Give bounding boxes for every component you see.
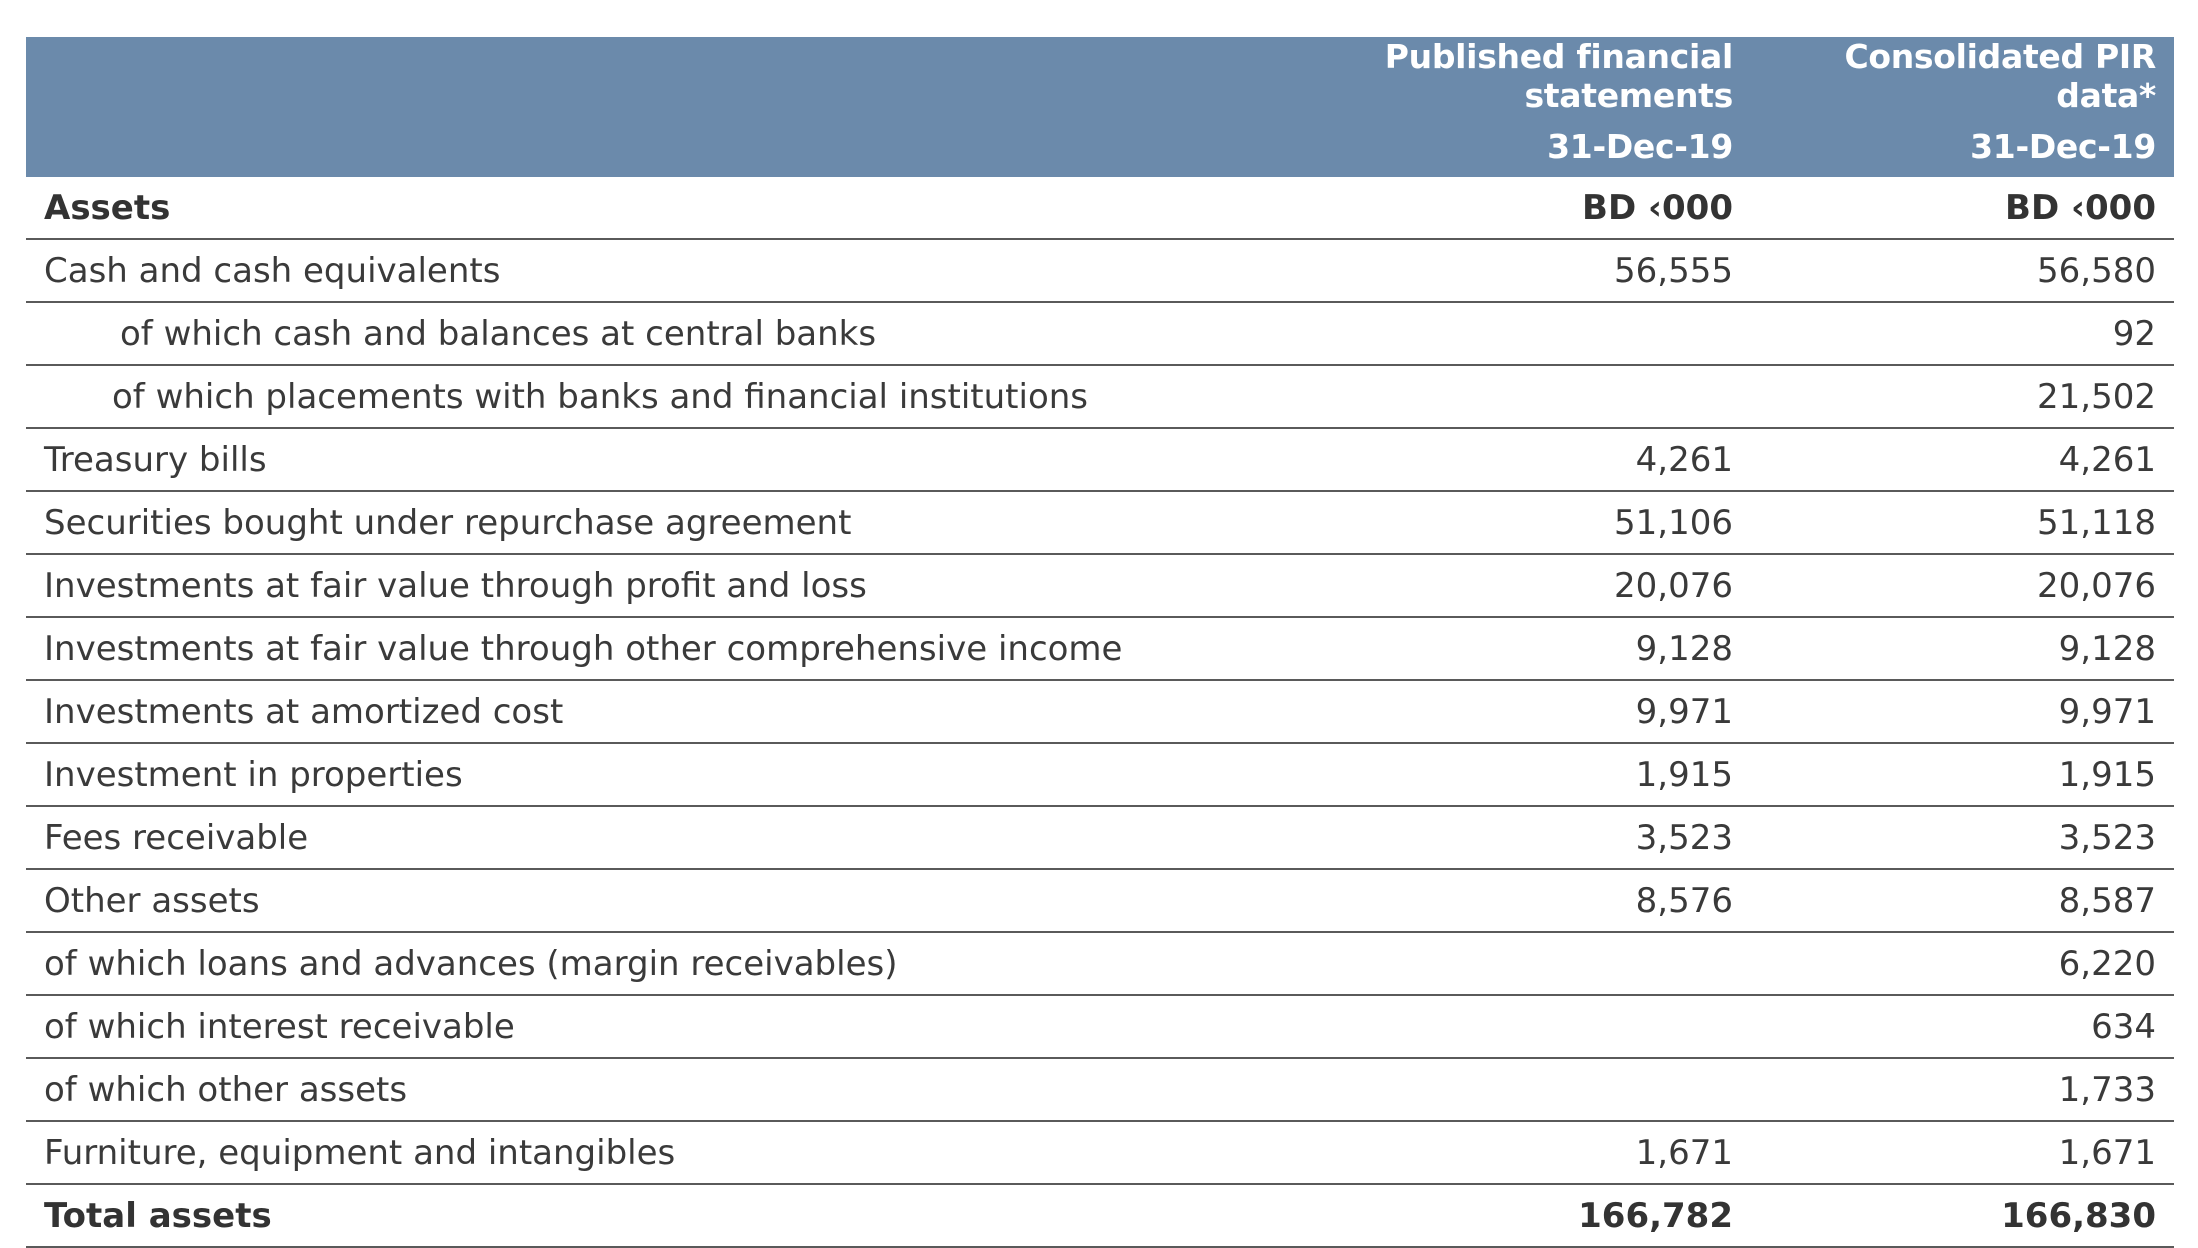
row-pir-value: 92 <box>1751 302 2174 365</box>
row-published-value: 9,128 <box>1212 617 1751 680</box>
header-pir-title: Consolidated PIR data* <box>1751 37 2174 115</box>
units-published: BD ‹000 <box>1212 177 1751 239</box>
table-row <box>26 302 2174 365</box>
header-blank-cell <box>26 115 1212 177</box>
row-published-value: 1,915 <box>1212 743 1751 806</box>
table-row <box>26 1121 2174 1184</box>
row-pir-value: 3,523 <box>1751 806 2174 869</box>
row-published-value: 9,971 <box>1212 680 1751 743</box>
table-row <box>26 554 2174 617</box>
table-row <box>26 428 2174 491</box>
assets-reconciliation-table <box>26 37 2174 1248</box>
row-label: Securities bought under repurchase agreement <box>26 491 1212 554</box>
total-published-value: 166,782 <box>1212 1184 1751 1247</box>
header-row-dates <box>26 115 2174 177</box>
row-pir-value: 9,128 <box>1751 617 2174 680</box>
row-pir-value: 6,220 <box>1751 932 2174 995</box>
row-published-value: 1,671 <box>1212 1121 1751 1184</box>
table-row <box>26 617 2174 680</box>
row-label: Investment in properties <box>26 743 1212 806</box>
section-label: Assets <box>26 177 1212 239</box>
row-pir-value: 20,076 <box>1751 554 2174 617</box>
row-published-value <box>1212 995 1751 1058</box>
header-blank-cell <box>26 37 1212 115</box>
row-pir-value: 51,118 <box>1751 491 2174 554</box>
row-pir-value: 56,580 <box>1751 239 2174 302</box>
row-label: of which cash and balances at central banks <box>26 302 1212 365</box>
row-pir-value: 21,502 <box>1751 365 2174 428</box>
row-published-value: 20,076 <box>1212 554 1751 617</box>
header-row-titles <box>26 37 2174 115</box>
row-published-value <box>1212 1058 1751 1121</box>
row-label: Investments at amortized cost <box>26 680 1212 743</box>
row-label: of which other assets <box>26 1058 1212 1121</box>
row-label: Investments at fair value through profit and loss <box>26 554 1212 617</box>
table-row <box>26 680 2174 743</box>
table-row <box>26 932 2174 995</box>
header-published-date: 31-Dec-19 <box>1212 115 1751 177</box>
table-row <box>26 239 2174 302</box>
row-label: Other assets <box>26 869 1212 932</box>
total-row <box>26 1184 2174 1247</box>
row-label: of which interest receivable <box>26 995 1212 1058</box>
row-label: of which placements with banks and financial institutions <box>26 365 1212 428</box>
row-label: of which loans and advances (margin receivables) <box>26 932 1212 995</box>
row-label: Fees receivable <box>26 806 1212 869</box>
row-pir-value: 1,915 <box>1751 743 2174 806</box>
total-pir-value: 166,830 <box>1751 1184 2174 1247</box>
row-published-value: 56,555 <box>1212 239 1751 302</box>
table-row <box>26 743 2174 806</box>
header-pir-date: 31-Dec-19 <box>1751 115 2174 177</box>
units-pir: BD ‹000 <box>1751 177 2174 239</box>
row-label: Treasury bills <box>26 428 1212 491</box>
row-pir-value: 4,261 <box>1751 428 2174 491</box>
total-label: Total assets <box>26 1184 1212 1247</box>
row-published-value: 8,576 <box>1212 869 1751 932</box>
row-published-value: 4,261 <box>1212 428 1751 491</box>
row-published-value: 3,523 <box>1212 806 1751 869</box>
row-label: Cash and cash equivalents <box>26 239 1212 302</box>
row-published-value <box>1212 932 1751 995</box>
table-row <box>26 806 2174 869</box>
row-published-value <box>1212 302 1751 365</box>
row-published-value <box>1212 365 1751 428</box>
header-published-title: Published financial statements <box>1212 37 1751 115</box>
row-pir-value: 1,733 <box>1751 1058 2174 1121</box>
row-pir-value: 1,671 <box>1751 1121 2174 1184</box>
row-pir-value: 634 <box>1751 995 2174 1058</box>
table-row <box>26 1058 2174 1121</box>
row-label: Furniture, equipment and intangibles <box>26 1121 1212 1184</box>
row-pir-value: 9,971 <box>1751 680 2174 743</box>
units-row <box>26 177 2174 239</box>
row-published-value: 51,106 <box>1212 491 1751 554</box>
table-row <box>26 869 2174 932</box>
table-row <box>26 491 2174 554</box>
row-pir-value: 8,587 <box>1751 869 2174 932</box>
table-row <box>26 365 2174 428</box>
balance-sheet-table-container <box>26 37 2174 1248</box>
table-row <box>26 995 2174 1058</box>
row-label: Investments at fair value through other comprehensive income <box>26 617 1212 680</box>
